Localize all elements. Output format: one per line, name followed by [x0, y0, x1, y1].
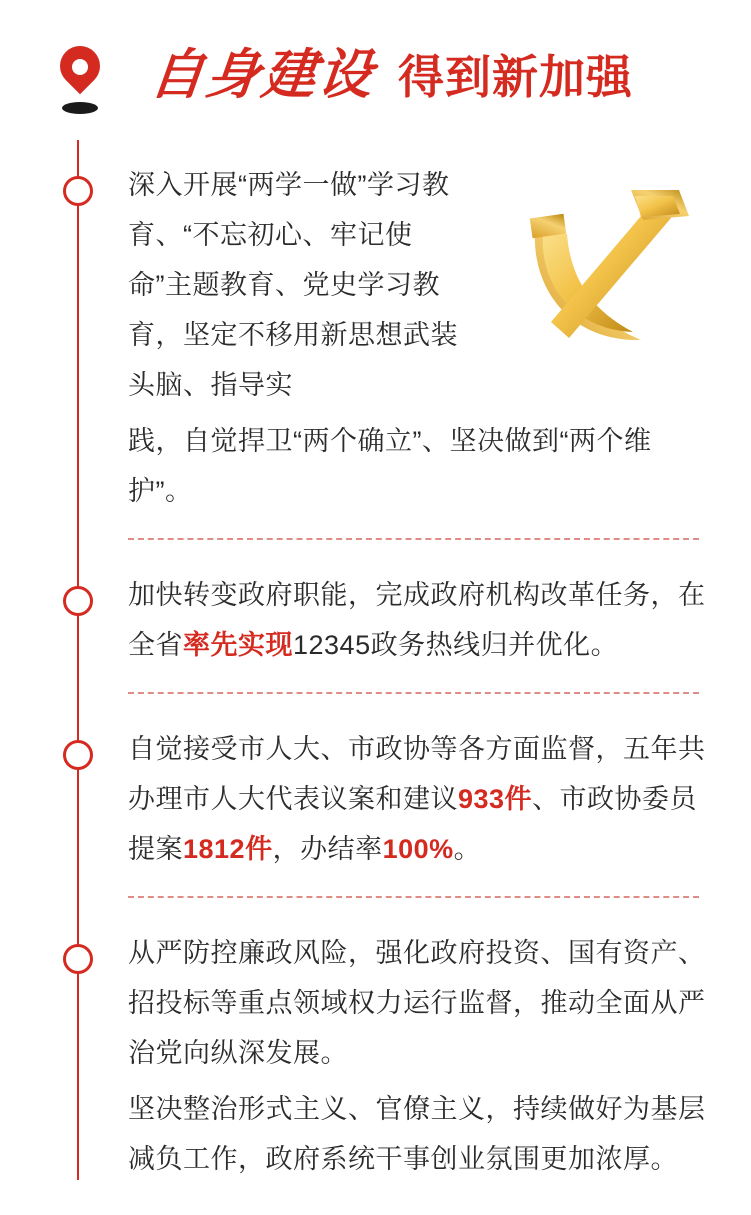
- paragraph-text: [128, 416, 713, 516]
- location-pin-icon: [52, 44, 106, 118]
- text-segment: 。: [453, 834, 482, 864]
- section-divider: [128, 538, 699, 540]
- timeline-node-icon: [63, 944, 93, 974]
- timeline-item-1: [0, 150, 751, 516]
- timeline-item-2: [0, 562, 751, 670]
- page-header: [0, 0, 751, 150]
- text-segment: 、市政协委员提案: [128, 784, 698, 864]
- highlight-text: 1812件: [183, 834, 273, 864]
- page-title-bold: 得到新加强: [398, 51, 633, 103]
- highlight-text: 100%: [382, 834, 454, 864]
- text-segment: 加快转变政府职能，完成政府机构改革任务，在全省: [128, 580, 706, 660]
- paragraph-text: [128, 160, 458, 410]
- page-title-brush: 自身建设: [146, 45, 378, 105]
- paragraph-text: [128, 570, 713, 670]
- timeline-content: [0, 150, 751, 1184]
- timeline-node-icon: [63, 586, 93, 616]
- text-segment: 践，自觉捍卫“两个确立”、坚决做到“两个维护”。: [128, 426, 652, 506]
- text-segment: 自觉接受市人大、市政协等各方面监督，五年共办理市人大代表议案和建议: [128, 734, 706, 814]
- timeline-node-icon: [63, 176, 93, 206]
- text-segment: 12345政务热线归并优化。: [293, 630, 619, 660]
- text-segment: 从严防控廉政风险，强化政府投资、国有资产、招投标等重点领域权力运行监督，推动全面从严治党向纵深发展。: [128, 938, 706, 1068]
- timeline-item-4: [0, 920, 751, 1184]
- timeline-node-icon: [63, 740, 93, 770]
- section-divider: [128, 896, 699, 898]
- party-emblem-hammer-sickle-icon: [503, 172, 703, 372]
- paragraph-text: [128, 724, 713, 874]
- paragraph-text: [128, 1084, 713, 1184]
- timeline-item-3: [0, 716, 751, 874]
- highlight-text: 率先实现: [183, 630, 293, 660]
- text-segment: 坚决整治形式主义、官僚主义，持续做好为基层减负工作，政府系统干事创业氛围更加浓厚。: [128, 1094, 706, 1174]
- highlight-text: 933件: [458, 784, 533, 814]
- paragraph-text: [128, 928, 713, 1078]
- text-segment: 深入开展“两学一做”学习教育、“不忘初心、牢记使命”主题教育、党史学习教育，坚定不移用新思想武装头脑、指导实: [128, 170, 458, 400]
- section-divider: [128, 692, 699, 694]
- page-title: [146, 45, 633, 105]
- text-segment: ，办结率: [272, 834, 383, 864]
